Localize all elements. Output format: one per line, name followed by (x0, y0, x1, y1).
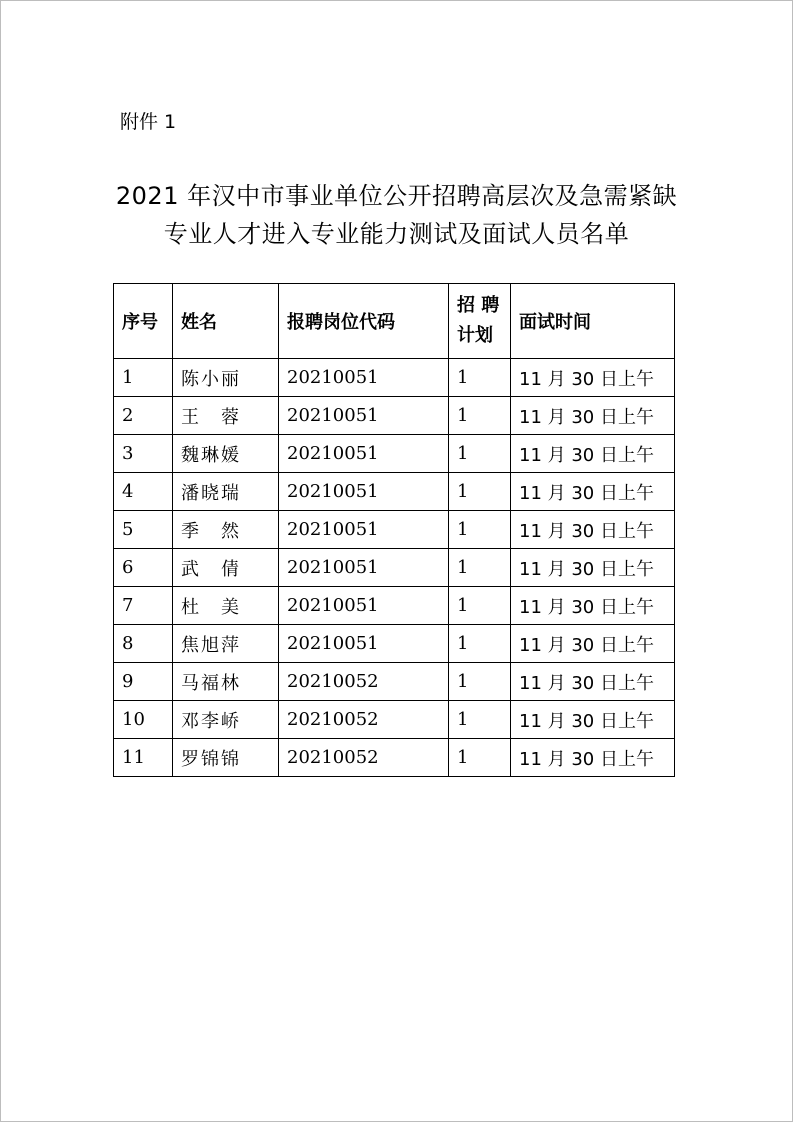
cell-seq: 11 (114, 739, 173, 777)
document-title-line-1: 2021 年汉中市事业单位公开招聘高层次及急需紧缺 (115, 182, 678, 210)
cell-position-code: 20210051 (279, 435, 449, 473)
cell-position-code: 20210051 (279, 587, 449, 625)
table-row (114, 435, 675, 473)
cell-interview-time: 11 月 30 日上午 (511, 663, 675, 701)
cell-interview-time: 11 月 30 日上午 (511, 435, 675, 473)
header-name: 姓名 (173, 284, 279, 359)
header-seq: 序号 (114, 284, 173, 359)
cell-plan: 1 (449, 549, 511, 587)
table-row (114, 511, 675, 549)
cell-seq: 9 (114, 663, 173, 701)
table-row (114, 397, 675, 435)
cell-interview-time: 11 月 30 日上午 (511, 511, 675, 549)
candidate-table (113, 283, 675, 777)
cell-plan: 1 (449, 625, 511, 663)
cell-plan: 1 (449, 435, 511, 473)
header-plan (449, 284, 511, 359)
cell-plan: 1 (449, 701, 511, 739)
cell-seq: 1 (114, 359, 173, 397)
table-row (114, 663, 675, 701)
cell-plan: 1 (449, 359, 511, 397)
cell-position-code: 20210051 (279, 549, 449, 587)
cell-position-code: 20210051 (279, 473, 449, 511)
cell-name-text: 陈小丽 (181, 368, 241, 390)
header-position-code: 报聘岗位代码 (279, 284, 449, 359)
cell-seq: 3 (114, 435, 173, 473)
cell-position-code: 20210051 (279, 359, 449, 397)
cell-position-code: 20210052 (279, 701, 449, 739)
cell-seq: 2 (114, 397, 173, 435)
cell-plan: 1 (449, 473, 511, 511)
cell-seq: 10 (114, 701, 173, 739)
cell-interview-time: 11 月 30 日上午 (511, 397, 675, 435)
cell-interview-time: 11 月 30 日上午 (511, 587, 675, 625)
cell-seq: 6 (114, 549, 173, 587)
cell-interview-time: 11 月 30 日上午 (511, 739, 675, 777)
cell-name (173, 739, 279, 777)
cell-position-code: 20210051 (279, 397, 449, 435)
cell-seq: 5 (114, 511, 173, 549)
cell-interview-time: 11 月 30 日上午 (511, 359, 675, 397)
cell-name (173, 473, 279, 511)
cell-name-text: 季然 (181, 520, 261, 542)
attachment-label: 附件 1 (120, 111, 177, 133)
cell-seq: 8 (114, 625, 173, 663)
cell-position-code: 20210052 (279, 739, 449, 777)
document-title-line-2: 专业人才进入专业能力测试及面试人员名单 (163, 220, 630, 248)
cell-plan: 1 (449, 397, 511, 435)
cell-interview-time: 11 月 30 日上午 (511, 473, 675, 511)
header-plan-line-2: 计划 (457, 325, 493, 346)
cell-name-text: 马福林 (181, 672, 241, 694)
cell-plan: 1 (449, 511, 511, 549)
cell-plan: 1 (449, 587, 511, 625)
header-plan-line-1: 招 聘 (457, 295, 500, 316)
cell-name (173, 701, 279, 739)
cell-seq: 7 (114, 587, 173, 625)
table-header-row (114, 284, 675, 359)
cell-position-code: 20210051 (279, 625, 449, 663)
cell-name-text: 王蓉 (181, 406, 261, 428)
cell-name (173, 435, 279, 473)
cell-name-text: 焦旭萍 (181, 634, 241, 656)
table-row (114, 587, 675, 625)
cell-name (173, 587, 279, 625)
cell-name-text: 武倩 (181, 558, 261, 580)
cell-name-text: 魏琳媛 (181, 444, 241, 466)
header-interview-time: 面试时间 (511, 284, 675, 359)
cell-name-text: 杜美 (181, 596, 261, 618)
table-row (114, 549, 675, 587)
cell-name (173, 397, 279, 435)
cell-name (173, 549, 279, 587)
cell-seq: 4 (114, 473, 173, 511)
table-row (114, 473, 675, 511)
cell-position-code: 20210051 (279, 511, 449, 549)
cell-name (173, 359, 279, 397)
cell-interview-time: 11 月 30 日上午 (511, 549, 675, 587)
cell-plan: 1 (449, 739, 511, 777)
table-row (114, 359, 675, 397)
cell-name-text: 潘晓瑞 (181, 482, 241, 504)
cell-plan: 1 (449, 663, 511, 701)
table-row (114, 625, 675, 663)
table-row (114, 739, 675, 777)
cell-interview-time: 11 月 30 日上午 (511, 625, 675, 663)
cell-name (173, 625, 279, 663)
cell-position-code: 20210052 (279, 663, 449, 701)
cell-name-text: 邓李峤 (181, 710, 241, 732)
cell-name (173, 511, 279, 549)
table-row (114, 701, 675, 739)
cell-interview-time: 11 月 30 日上午 (511, 701, 675, 739)
cell-name-text: 罗锦锦 (181, 748, 241, 770)
cell-name (173, 663, 279, 701)
